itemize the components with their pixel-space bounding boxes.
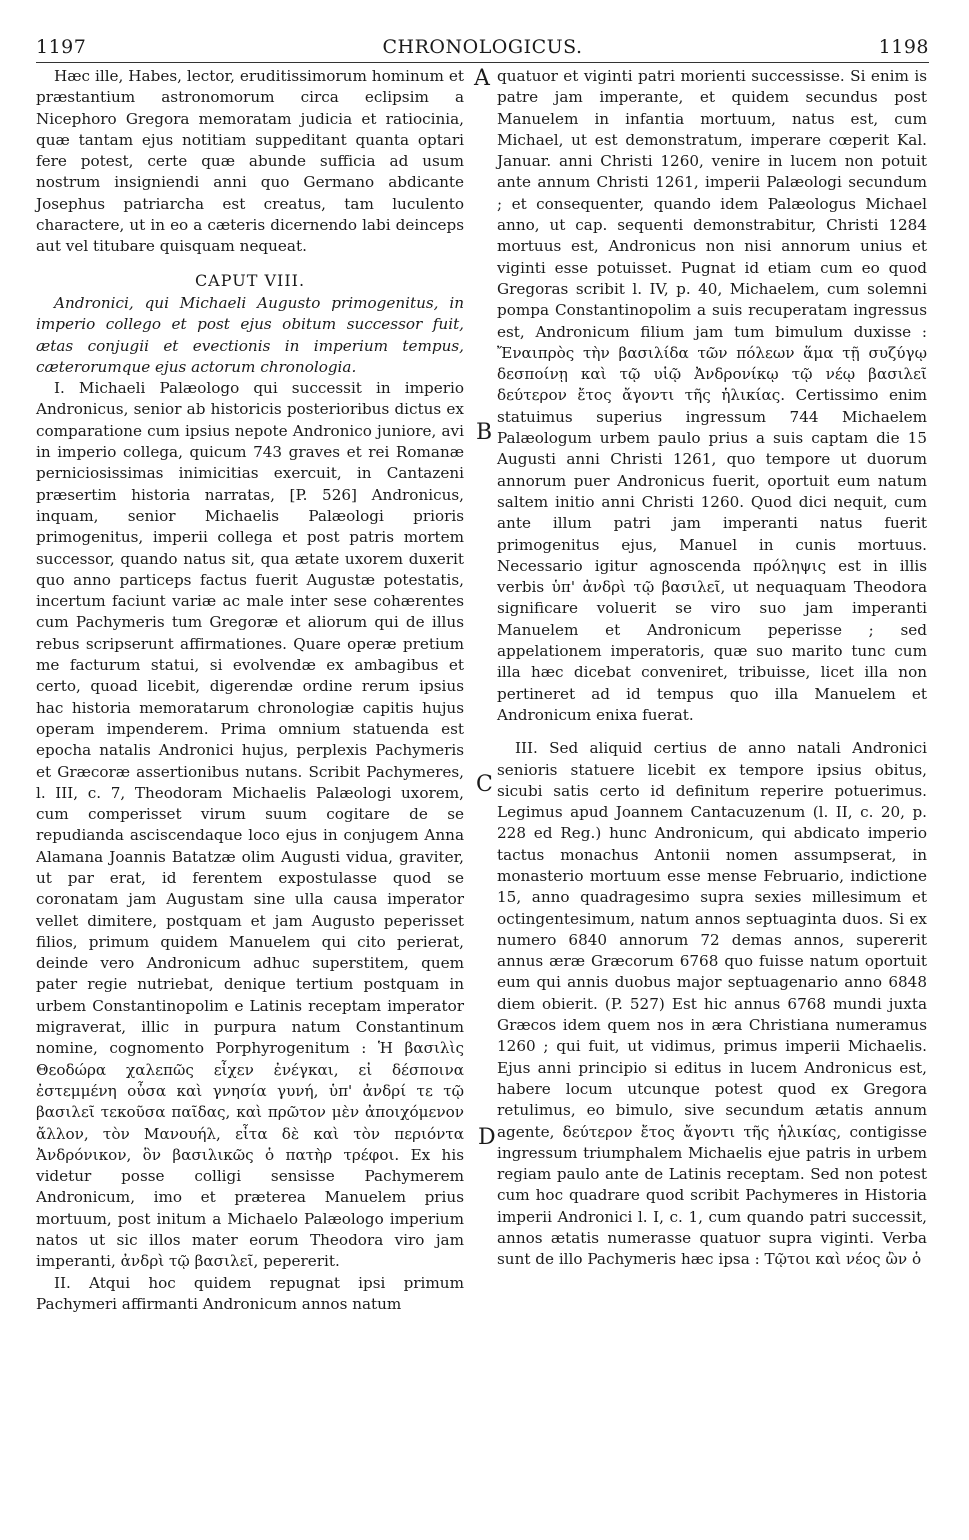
margin-letter-d: D — [478, 1125, 496, 1150]
paragraph-gap — [497, 726, 927, 738]
paragraph-1: I. Michaeli Palæologo qui successit in imperio Andronicus, senior ab historicis posterioribus dictus ex comparatione cum ipsius nepote Andronico juniore, avi in imperio collega, quicum 743 graves et rei Romanæ perniciosissimas inimicitias exercuit, in Cantazeni præsertim historia narratas, [P. 526] Andronicus, inquam, senior Michaelis Palæologi prioris primogenitus, imperii collega et post patris mortem successor, quando natus sit, qua ætate uxorem duxerit quo anno particeps factus fuerit Augustæ potestatis, incertum faciunt variæ ac male inter sese cohærentes cum Pachymeris tum Gregoræ et aliorum qui de illus rebus scripserunt affirmationes. Quare operæ pretium me facturum statui, si evolvendæ ex ambagibus et certo, quoad licebit, digerendæ ordine rerum ipsius hac historia memoratarum chronologiæ capitis hujus operam impenderem. Prima omnium statuenda est epocha natalis Andronici hujus, perplexis Pachymeris et Græcoræ assertionibus nutans. Scribit Pachymeres, l. III, c. 7, Theodoram Michaelis Palæologi uxorem, cum comperisset virum suum cogitare de se repudianda asciscendaque loco ejus in conjugem Anna Alamana Joannis Batatzæ olim Augusti vidua, graviter, ut par erat, id ferentem expostulasse quod se coronatam jam Augustam sine ulla causa imperator vellet dimitere, postquam et jam Augusto peperisset filios, primum quidem Manuelem qui cito perierat, deinde vero Andronicum adhuc superstitem, quem pater regie nutriebat, denique tertium postquam in urbem Constantinopolim e Latinis receptam imperator migraverat, illic in purpura natum Constantinum nomine, cognomento Porphyrogenitum : Ἡ βασιλὶς Θεοδώρα χαλεπῶς εἶχεν ἐνέγκαι, εἰ δέσποινα ἐστεμμένη οὖσα καὶ γνησία γυνή, ὑπ' ἀνδρί τε τῷ βασιλεῖ τεκοῦσα παῖδας, καὶ πρῶτον μὲν ἀποιχόμενον ἄλλον, τὸν Μανουήλ, εἶτα δὲ καὶ τὸν περιόντα Ἀνδρόνικον, ὃν βασιλικῶς ὁ πατὴρ τρέφοι. Ex his videtur posse colligi sensisse Pachymerem Andronicum, imo et præterea Manuelem prius mortuum, post initum a Michaelo Palæologo imperium natos ut sic illos mater eorum Theodora viro jam imperanti, ἀνδρὶ τῷ βασιλεῖ, pepererit. — [36, 379, 464, 1271]
chapter-summary: Andronici, qui Michaeli Augusto primogenitus, in imperio collego et post ejus obitum successor fuit, ætas conjugii et evectionis in imperium tempus, cæterorumque ejus actorum chronologia. — [36, 293, 464, 376]
header-rule — [36, 62, 929, 63]
page-number-right: 1198 — [878, 36, 929, 58]
margin-letter-a: A — [474, 66, 490, 91]
intro-paragraph: Hæc ille, Habes, lector, eruditissimorum hominum et præstantium astronomorum circa eclipsim a Nicephoro Gregora memoratam judicia et ratiocinia, quæ tantam ejus notitiam suppeditant quanta optari fere potest, certe quæ abunde sufficia ad usum nostrum insigniendi anni quo Germano abdicante Josephus patriarcha est creatus, tam luculento charactere, ut in eo a cæteris dicernendo labi deinceps aut vel titubare quisquam nequeat. — [36, 67, 464, 256]
margin-letter-c: C — [476, 772, 493, 797]
paragraph-2-start: II. Atqui hoc quidem repugnat ipsi primum Pachymeri affirmanti Andronicum annos natum — [36, 1273, 464, 1313]
page-header — [36, 36, 929, 62]
left-column — [36, 66, 464, 1315]
margin-letter-b: B — [476, 420, 493, 445]
page-number-left: 1197 — [36, 36, 87, 58]
paragraph-3: III. Sed aliquid certius de anno natali Andronici senioris statuere licebit ex tempore ipsius obitus, sicubi satis certo id definitum reperire potuerimus. Legimus apud Joannem Cantacuzenum (l. II, c. 20, p. 228 ed Reg.) hunc Andronicum, qui abdicato imperio tactus monachus Antonii nomen assumpserat, in monasterio mortuum esse mense Februario, indictione 15, anno quadragesimo supra sexies millesimum et octingentesimum, natum annos septuaginta duos. Si ex numero 6840 annorum 72 demas annos, supererit annus æræ Græcorum 6768 quo fuisse natum oportuit eum qui annis duobus major septuagenario anno 6848 diem obierit. (P. 527) Est hic annus 6768 mundi juxta Græcos idem quem nos in æra Christiana numeramus 1260 ; qui fuit, ut vidimus, primus imperii Michaelis. Ejus anni principio si editus in lucem Andronicus est, habere locum utcunque potest quod ex Gregora retulimus, eo bimulo, sive secundum ætatis annum agente, δεύτερον ἔτος ἄγοντι τῆς ἡλικίας, contigisse ingressum triumphalem Michaelis ejue patris in urbem regiam paulo ante de Latinis receptam. Sed non potest cum hoc quadrare quod scribit Pachymeres in Historia imperii Andronici l. I, c. 1, cum quando patri successit, annos ætatis numerasse quatuor supra viginti. Verba sunt de illo Pachymeris hæc ipsa : Τῷτοι καὶ νέος ὢν ὁ — [497, 739, 927, 1269]
right-column — [497, 66, 927, 1271]
paragraph-2-continued: quatuor et viginti patri morienti successisse. Si enim is patre jam imperante, et quidem secundus post Manuelem in infantia mortuum, natus est, cum Michael, ut est demonstratum, imperare cœperit Kal. Januar. anni Christi 1260, venire in lucem non potuit ante annum Christi 1261, imperii Palæologi secundum ; et consequenter, quando idem Palæologus Michael anno, ut cap. sequenti demonstrabitur, Christi 1284 mortuus est, Andronicus non nisi annorum unius et viginti esse potuisset. Pugnat id etiam cum eo quod Gregoras scribit l. IV, p. 40, Michaelem, cum solemni pompa Constantinopolim a suis recuperatam ingressus est, Andronicum filium jam tum bimulum duxisse : Ἔναιπρὸς τὴν βασιλίδα τῶν πόλεων ἅμα τῇ συζύγῳ δεσποίνῃ καὶ τῷ υἱῷ Ἀνδρονίκῳ τῷ νέῳ βασιλεῖ δεύτερον ἔτος ἄγοντι τῆς ἡλικίας. Certissimo enim statuimus superius ingressum 744 Michaelem Palæologum urbem paulo prius a suis captam die 15 Augusti anni Christi 1261, quo tempore ut duorum annorum puer Andronicus fuerit, oportuit eum natum saltem initio anni Christi 1260. Quod dici nequit, cum ante illum patri jam imperanti natus fuerit primogenitus ejus, Manuel in cunis mortuus. Necessario igitur agnoscenda πρόληψις est in illis verbis ὑπ' ἀνδρὶ τῷ βασιλεῖ, ut nequaquam Theodora significare voluerit se viro suo jam imperanti Manuelem et Andronicum peperisse ; sed appelationem imperatoris, quæ suo marito tunc cum illa hæc dicebat conveniret, tribuisse, licet illa non pertineret ad id tempus quo illa Manuelem et Andronicum enixa fuerat. — [497, 67, 927, 724]
chapter-title: CAPUT VIII. — [194, 270, 306, 290]
running-title: CHRONOLOGICUS. — [382, 36, 583, 58]
